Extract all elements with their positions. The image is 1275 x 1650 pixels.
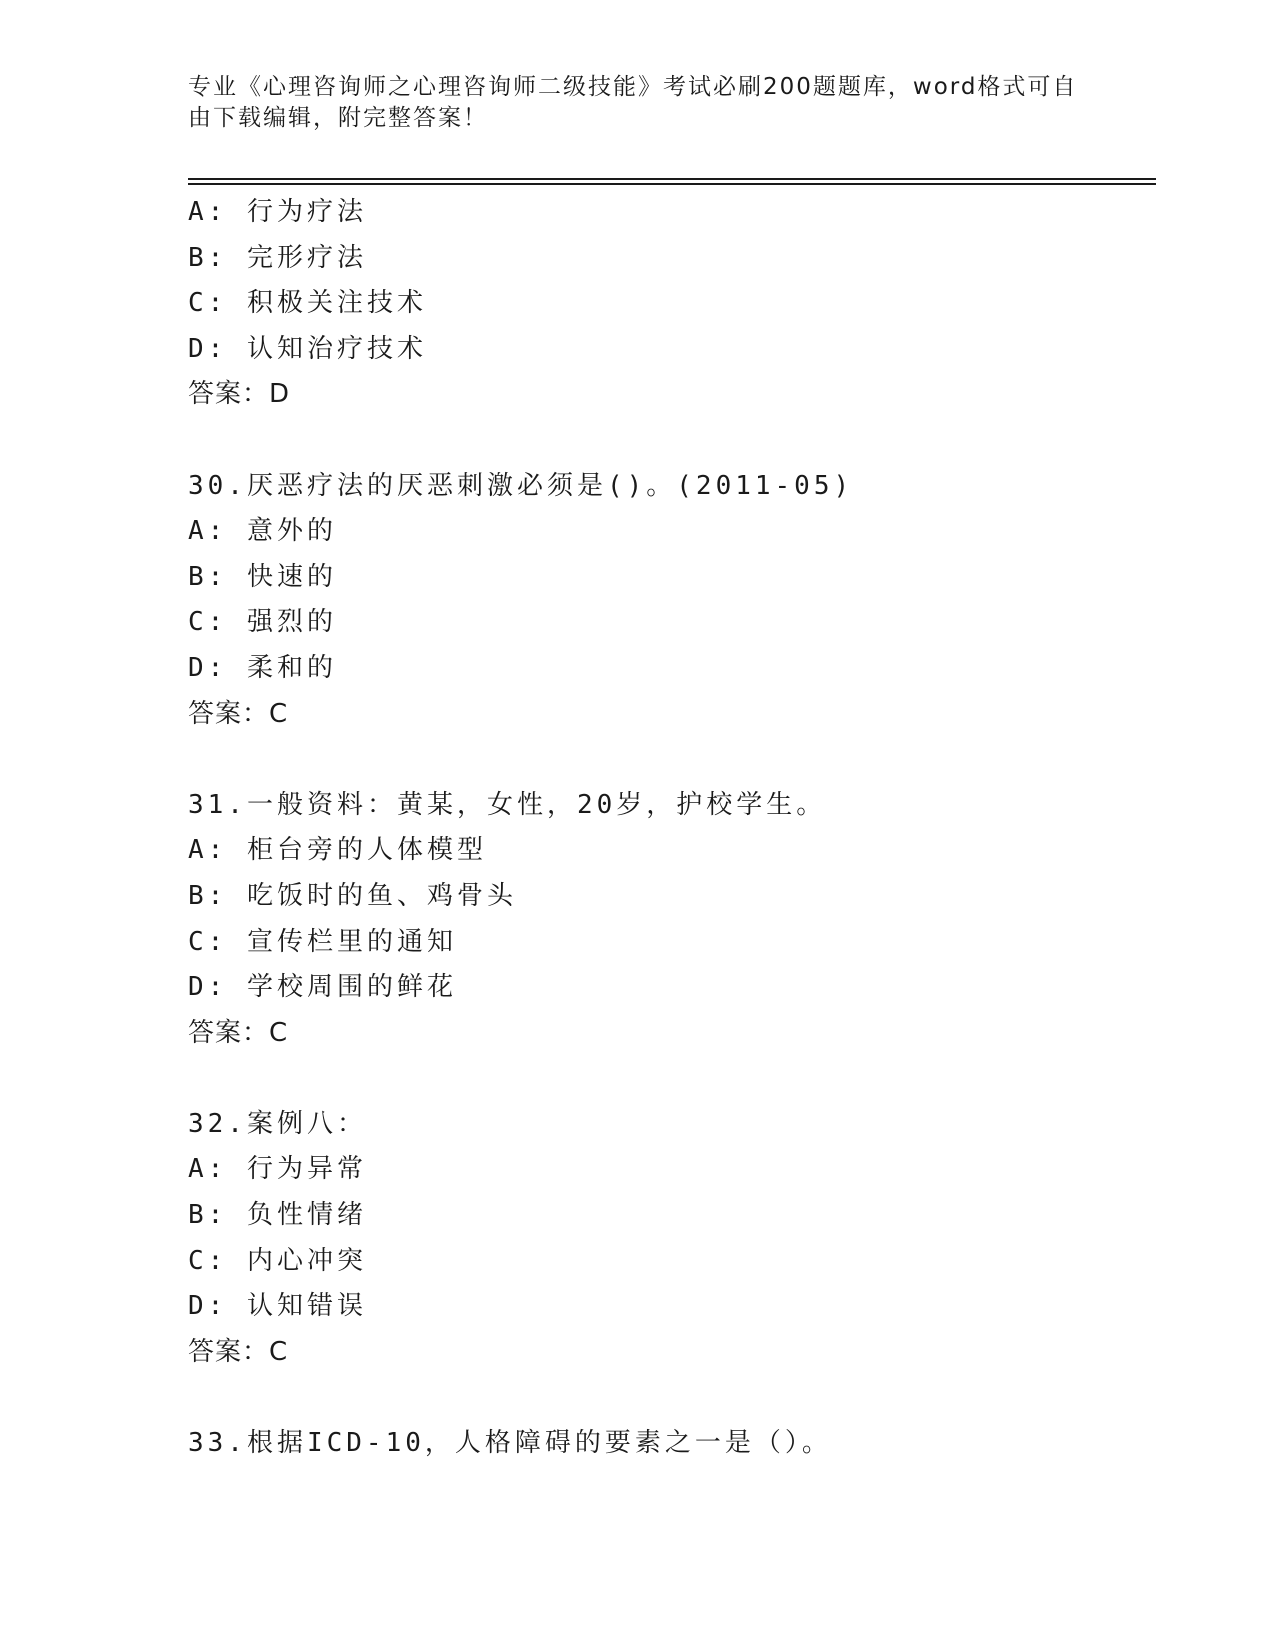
question-text: 31.一般资料：黄某，女性，20岁，护校学生。 bbox=[188, 789, 827, 820]
option-b: B: 快速的 bbox=[188, 561, 337, 592]
spacer bbox=[188, 418, 1156, 464]
question-31 bbox=[188, 783, 1156, 1057]
header-line-1: 专业《心理咨询师之心理咨询师二级技能》考试必刷200题题库，word格式可自 bbox=[188, 74, 1078, 100]
answer: 答案：C bbox=[188, 1336, 289, 1367]
option-b: B: 负性情绪 bbox=[188, 1200, 367, 1231]
answer: 答案：C bbox=[188, 1017, 289, 1048]
question-29 bbox=[188, 190, 1156, 418]
option-c: C: 宣传栏里的通知 bbox=[188, 926, 457, 957]
header-divider-bottom bbox=[188, 183, 1156, 185]
option-b: B: 完形疗法 bbox=[188, 242, 367, 273]
option-d: D: 柔和的 bbox=[188, 652, 337, 683]
question-text: 30.厌恶疗法的厌恶刺激必须是()。(2011-05) bbox=[188, 470, 854, 501]
spacer bbox=[188, 737, 1156, 783]
option-c: C: 积极关注技术 bbox=[188, 288, 427, 319]
answer: 答案：D bbox=[188, 379, 291, 410]
option-a: A: 柜台旁的人体模型 bbox=[188, 835, 487, 866]
option-b: B: 吃饭时的鱼、鸡骨头 bbox=[188, 880, 517, 911]
document-header bbox=[188, 72, 1088, 134]
answer: 答案：C bbox=[188, 698, 289, 729]
option-a: A: 行为疗法 bbox=[188, 197, 367, 227]
option-d: D: 认知治疗技术 bbox=[188, 333, 427, 364]
spacer bbox=[188, 1375, 1156, 1421]
option-a: A: 意外的 bbox=[188, 516, 337, 547]
question-33 bbox=[188, 1421, 1156, 1467]
question-32 bbox=[188, 1102, 1156, 1376]
option-a: A: 行为异常 bbox=[188, 1154, 367, 1185]
option-c: C: 强烈的 bbox=[188, 607, 337, 638]
question-list bbox=[188, 190, 1156, 1467]
question-30 bbox=[188, 464, 1156, 738]
question-text: 33.根据ICD-10，人格障碍的要素之一是（）。 bbox=[188, 1428, 832, 1459]
header-line-2: 由下载编辑，附完整答案！ bbox=[188, 105, 488, 131]
option-d: D: 认知错误 bbox=[188, 1291, 367, 1322]
option-c: C: 内心冲突 bbox=[188, 1245, 367, 1276]
header-divider-top bbox=[188, 178, 1156, 180]
question-text: 32.案例八： bbox=[188, 1108, 367, 1139]
spacer bbox=[188, 1056, 1156, 1102]
option-d: D: 学校周围的鲜花 bbox=[188, 972, 457, 1003]
